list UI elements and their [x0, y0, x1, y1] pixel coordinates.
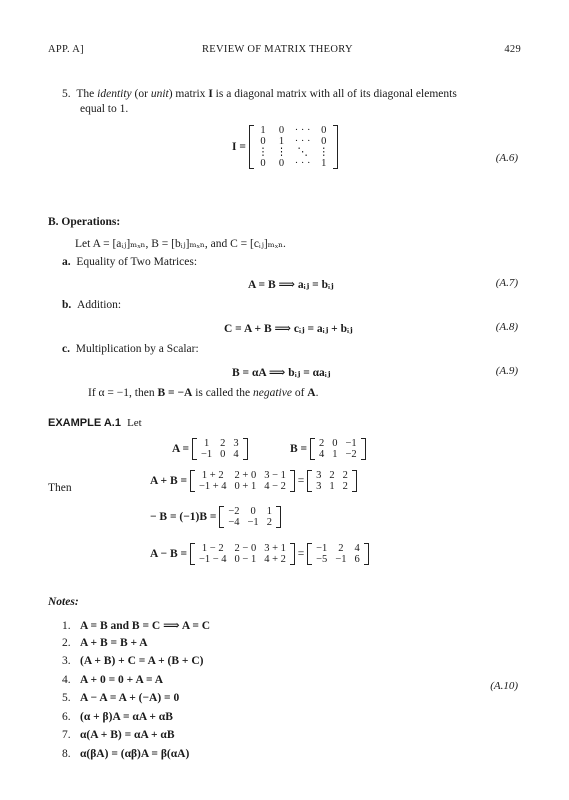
matrix-cell: ⋮	[257, 147, 269, 158]
matrix-cell: 0	[278, 125, 285, 136]
matrix-cell: −5	[316, 554, 328, 565]
matrix-body	[310, 438, 366, 460]
matrix-cell: 2	[266, 517, 272, 528]
eq-a10: (A.10)	[490, 680, 518, 692]
matrix-cell: ⋮	[276, 147, 287, 158]
matrix-cell: 0	[250, 506, 256, 517]
note-item: 2. A + B = B + A	[62, 636, 148, 649]
sub-c-title: c. Multiplication by a Scalar:	[62, 343, 199, 355]
matrix-cell: 2	[220, 438, 226, 449]
matrix-cell: −4	[228, 517, 240, 528]
section-heading: B. Operations:	[48, 216, 121, 228]
header-chapter: APP. A]	[48, 44, 84, 55]
matrix-cell: 2	[329, 470, 335, 481]
matrix-cell: 3 + 1	[264, 543, 286, 554]
matrix-cell: 0	[278, 158, 285, 169]
example-neg: − B = (−1)B = −2 0 1 −4 −1 2	[150, 506, 281, 528]
sub-b-title: b. Addition:	[62, 299, 122, 311]
matrix-cell: 1	[260, 125, 266, 136]
note-item: 5. A − A = A + (−A) = 0	[62, 692, 180, 704]
example-then: Then	[48, 482, 72, 494]
item5-line2: equal to 1.	[80, 103, 129, 115]
matrix-cell: · · ·	[294, 136, 311, 147]
matrix-cell: 0	[321, 125, 327, 136]
matrix-cell: ⋮	[318, 147, 330, 158]
eq-a6: (A.6)	[495, 152, 518, 164]
matrix-cell: −1	[335, 554, 347, 565]
matrix-body	[307, 543, 369, 565]
matrix-cell: −1	[316, 543, 328, 554]
matrix-body	[192, 438, 248, 460]
matrix-cell: −2	[345, 449, 357, 460]
eq-a7: (A.7)	[495, 277, 518, 289]
matrix-cell: 1 + 2	[201, 470, 224, 481]
matrix-cell: 2 + 0	[234, 470, 257, 481]
note-item: 4. A + 0 = 0 + A = A	[62, 673, 164, 686]
matrix-cell: 4	[233, 449, 239, 460]
item5-line1: 5. The identity (or unit) matrix I is a diagonal matrix with all of its diagonal elements	[62, 88, 457, 100]
matrix-cell: 6	[354, 554, 360, 565]
page-number: 429	[504, 44, 521, 55]
matrix-cell: 0 − 1	[234, 554, 257, 565]
matrix-cell: 0 + 1	[234, 481, 257, 492]
matrix-cell: −1	[345, 438, 357, 449]
example-matrix-a: A = 1 2 3 −1 0 4	[172, 438, 248, 460]
matrix-cell: 2	[342, 470, 348, 481]
matrix-cell: −1	[200, 449, 213, 460]
eq-a8: (A.8)	[495, 321, 518, 333]
example-diff: A − B = 1 − 2 2 − 0 3 + 1 −1 − 4 0 − 1 4 + 2 = −1 2 4 −5 −1 6	[150, 543, 369, 565]
matrix-cell: 0	[332, 438, 338, 449]
matrix-cell: 4 + 2	[264, 554, 286, 565]
matrix-cell: −1 + 4	[198, 481, 227, 492]
matrix-body	[190, 543, 295, 565]
matrix-cell: 0	[260, 158, 266, 169]
matrix-cell: ⋱	[297, 147, 308, 158]
matrix-body	[249, 125, 338, 169]
note-item: 6. (α + β)A = αA + αB	[62, 710, 173, 723]
matrix-cell: 2 − 0	[234, 543, 257, 554]
matrix-cell: 1 − 2	[201, 543, 224, 554]
matrix-cell: −2	[228, 506, 240, 517]
matrix-cell: 1	[203, 438, 210, 449]
matrix-cell: 0	[260, 136, 266, 147]
example-sum: A + B = 1 + 2 2 + 0 3 − 1 −1 + 4 0 + 1 4 − 2 = 3 2 2 3 1 2	[150, 470, 357, 492]
note-item: 7. α(A + B) = αA + αB	[62, 729, 175, 741]
example-matrix-b: B = 2 0 −1 4 1 −2	[290, 438, 366, 460]
matrix-cell: 3 − 1	[264, 470, 286, 481]
matrix-cell: 4 − 2	[264, 481, 286, 492]
note-item: 8. α(βA) = (αβ)A = β(αA)	[62, 747, 190, 760]
negative-def: If α = −1, then B = −A is called the negative of A.	[88, 387, 319, 399]
matrix-cell: 0	[220, 449, 226, 460]
matrix-body	[219, 506, 281, 528]
matrix-body	[307, 470, 357, 492]
formula-a7: A = B ⟹ aᵢⱼ = bᵢⱼ	[248, 279, 334, 291]
matrix-cell: −1 − 4	[198, 554, 227, 565]
identity-matrix: I = 1 0 · · · 0 0 1 · · · 0 ⋮ ⋮ ⋱ ⋮ 0 0 · · · 1	[232, 125, 338, 169]
matrix-cell: 3	[316, 470, 322, 481]
example-label: EXAMPLE A.1 Let	[48, 417, 142, 429]
matrix-cell: 1	[329, 481, 335, 492]
formula-a8: C = A + B ⟹ cᵢⱼ = aᵢⱼ + bᵢⱼ	[224, 323, 353, 335]
matrix-cell: 2	[318, 438, 325, 449]
sub-a-title: a. Equality of Two Matrices:	[62, 256, 198, 268]
matrix-cell: 2	[342, 481, 348, 492]
header-title: REVIEW OF MATRIX THEORY	[202, 44, 353, 55]
matrix-cell: 1	[332, 449, 338, 460]
matrix-cell: · · ·	[294, 158, 311, 169]
matrix-cell: 3	[233, 438, 239, 449]
matrix-cell: 1	[266, 506, 272, 517]
matrix-cell: 4	[354, 543, 360, 554]
eq-a9: (A.9)	[495, 365, 518, 377]
formula-a9: B = αA ⟹ bᵢⱼ = αaᵢⱼ	[232, 367, 331, 379]
note-item: 1. A = B and B = C ⟹ A = C	[62, 620, 211, 632]
notes-title: Notes:	[48, 596, 79, 608]
matrix-cell: 1	[321, 158, 327, 169]
matrix-cell: 4	[318, 449, 325, 460]
matrix-cell: −1	[247, 517, 259, 528]
matrix-cell: 1	[278, 136, 285, 147]
matrix-cell: 2	[338, 543, 344, 554]
section-let: Let A = [aᵢⱼ]ₘₓₙ, B = [bᵢⱼ]ₘₓₙ, and C = [cᵢⱼ]ₘₓₙ.	[75, 238, 286, 250]
matrix-cell: 3	[316, 481, 322, 492]
matrix-cell: · · ·	[294, 125, 311, 136]
matrix-body	[190, 470, 295, 492]
note-item: 3. (A + B) + C = A + (B + C)	[62, 655, 204, 667]
matrix-cell: 0	[321, 136, 327, 147]
